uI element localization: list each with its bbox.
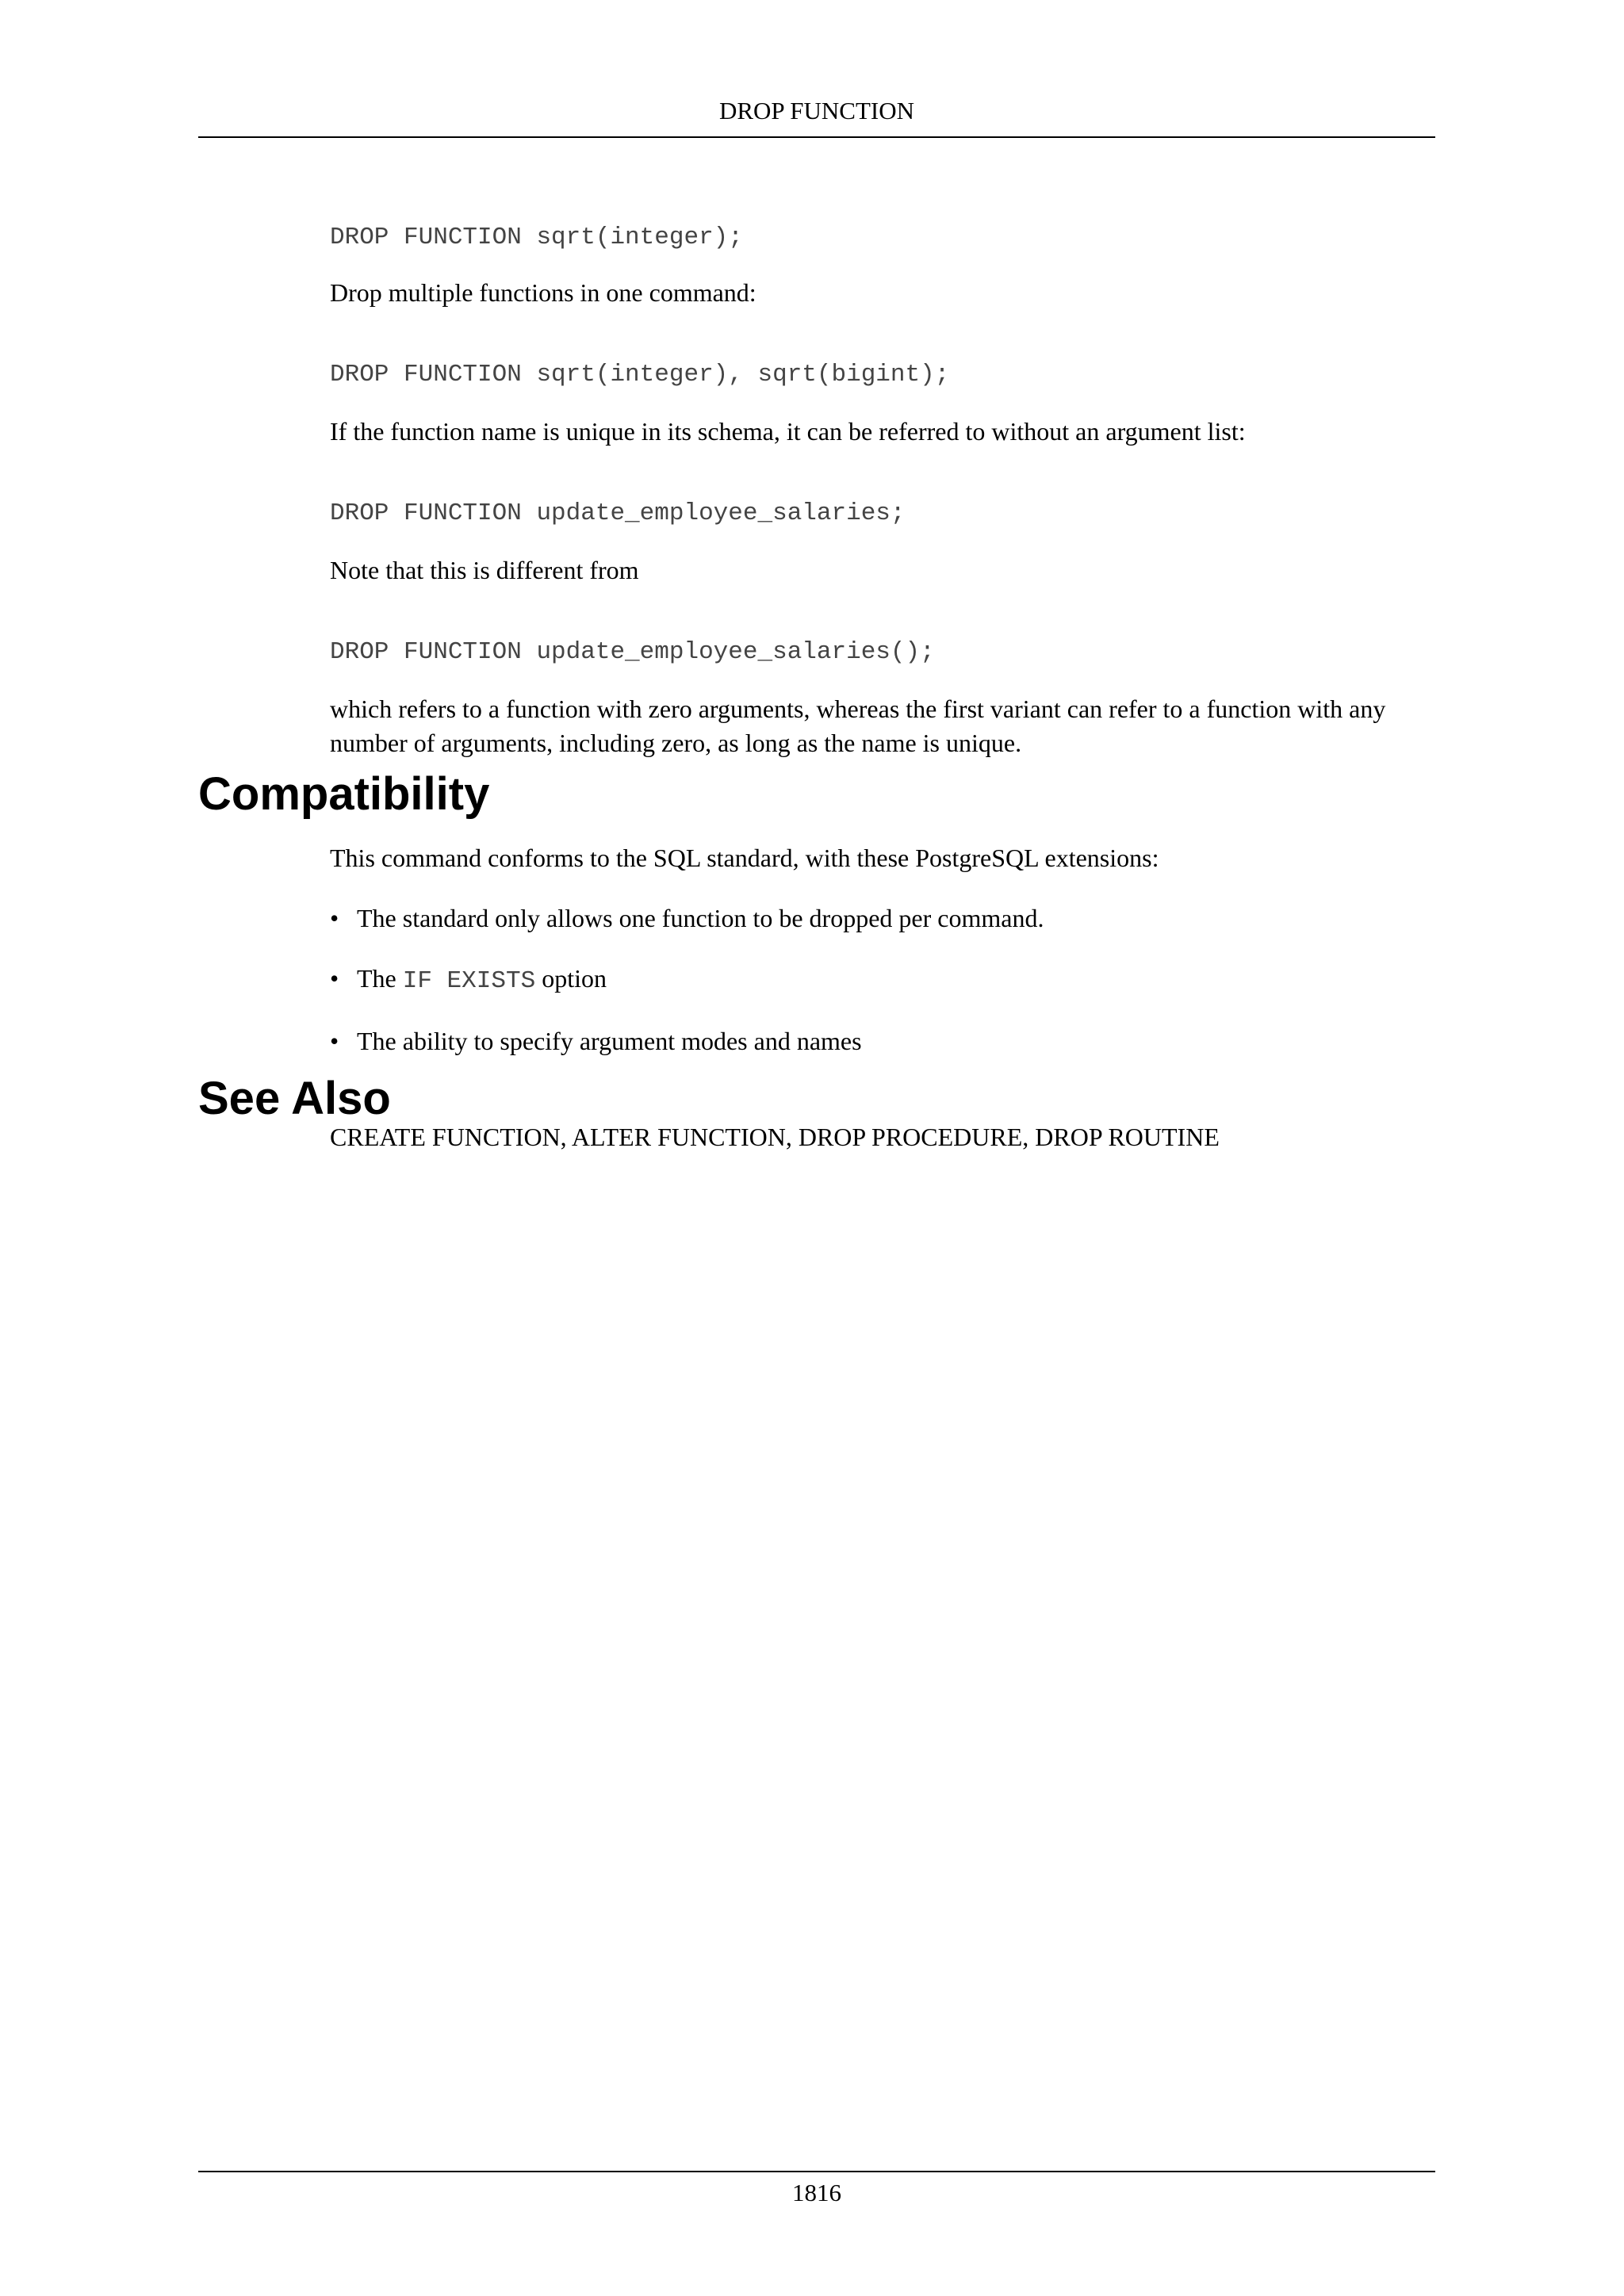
bullet-icon: • — [330, 964, 339, 993]
paragraph-unique-name: If the function name is unique in its schema, it can be referred to without an argument list: — [330, 417, 1246, 446]
page-number: 1816 — [792, 2179, 841, 2206]
code-example-sqrt-integer: DROP FUNCTION sqrt(integer); — [330, 224, 743, 251]
running-header: DROP FUNCTION — [718, 97, 915, 124]
paragraph-compatibility-intro: This command conforms to the SQL standard, with these PostgreSQL extensions: — [330, 844, 1159, 872]
heading-compatibility: Compatibility — [198, 768, 490, 820]
bullet-icon: • — [330, 904, 339, 932]
code-example-update-salaries-parens: DROP FUNCTION update_employee_salaries(); — [330, 638, 935, 666]
paragraph-zero-arguments: which refers to a function with zero arguments, whereas the first variant can refer to a function with any number of arguments, including zero, as long as the name is unique. — [330, 695, 1386, 757]
list-item-text: The — [357, 964, 396, 993]
header-rule — [198, 136, 1435, 138]
paragraph-drop-multiple: Drop multiple functions in one command: — [330, 278, 756, 307]
compatibility-section — [330, 841, 1435, 1058]
bullet-icon: • — [330, 1027, 339, 1055]
see-also-section — [330, 1120, 1435, 1154]
list-item — [330, 962, 1435, 998]
paragraph-note-different: Note that this is different from — [330, 556, 639, 584]
compatibility-bullet-list — [330, 901, 1435, 1058]
page-content — [198, 222, 1435, 1154]
code-example-sqrt-multiple: DROP FUNCTION sqrt(integer), sqrt(bigint); — [330, 361, 950, 388]
list-item — [330, 1024, 1435, 1058]
see-also-links: CREATE FUNCTION, ALTER FUNCTION, DROP PROCEDURE, DROP ROUTINE — [330, 1123, 1220, 1151]
code-example-update-salaries: DROP FUNCTION update_employee_salaries; — [330, 499, 906, 527]
list-item — [330, 901, 1435, 936]
inline-code-if-exists: IF EXISTS — [402, 967, 536, 995]
list-item-text: The standard only allows one function to be dropped per command. — [357, 904, 1044, 932]
list-item-text-suffix: option — [542, 964, 607, 993]
list-item-text: The ability to specify argument modes and names — [357, 1027, 862, 1055]
heading-see-also: See Also — [198, 1073, 391, 1124]
footer-rule — [198, 2171, 1435, 2172]
examples-section — [330, 222, 1435, 760]
